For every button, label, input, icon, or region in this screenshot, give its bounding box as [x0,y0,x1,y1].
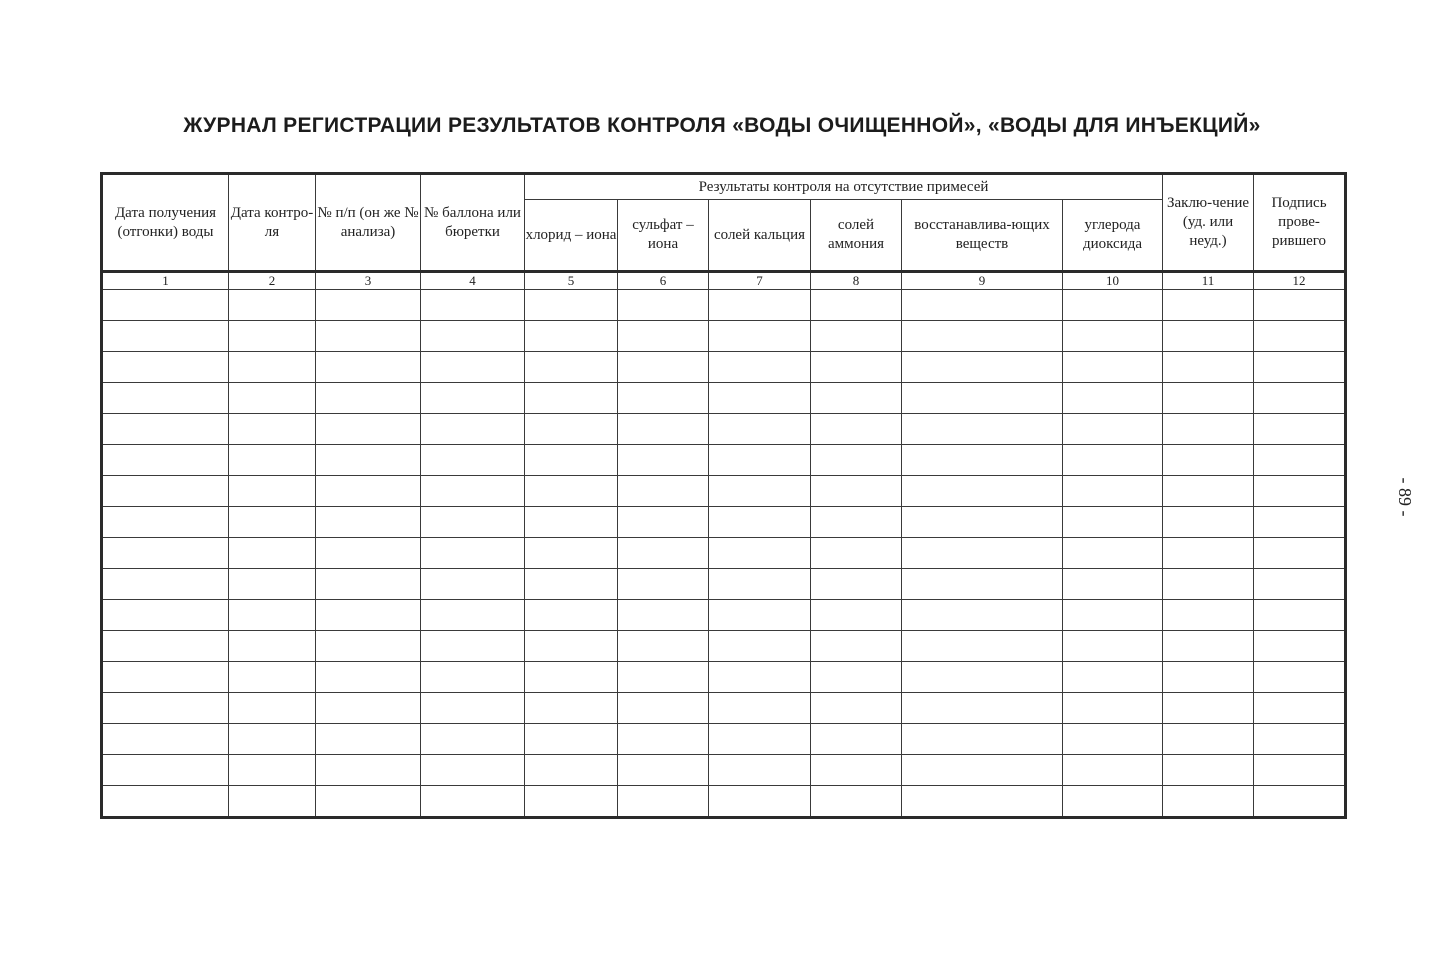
header-reducing-substances: восстанавлива-ющих веществ [902,200,1063,272]
table-cell [316,538,421,569]
table-cell [525,724,618,755]
table-cell [229,383,316,414]
table-cell [421,569,525,600]
table-cell [1063,600,1163,631]
table-cell [229,693,316,724]
table-cell [1254,414,1346,445]
table-cell [1254,383,1346,414]
table-cell [1254,569,1346,600]
table-cell [618,569,709,600]
table-cell [709,662,811,693]
table-cell [102,507,229,538]
table-cell [1254,445,1346,476]
journal-title: ЖУРНАЛ РЕГИСТРАЦИИ РЕЗУЛЬТАТОВ КОНТРОЛЯ «ВОДЫ ОЧИЩЕННОЙ», «ВОДЫ ДЛЯ ИНЪЕКЦИЙ» [183,114,1261,137]
table-cell [229,631,316,662]
table-row [102,507,1346,538]
table-cell [525,538,618,569]
table-cell [811,445,902,476]
table-cell [1163,786,1254,818]
column-number: 9 [902,272,1063,290]
table-cell [421,600,525,631]
table-cell [102,321,229,352]
table-cell [1063,755,1163,786]
table-cell [1163,352,1254,383]
table-cell [1254,693,1346,724]
table-cell [1063,693,1163,724]
column-number: 4 [421,272,525,290]
table-cell [709,507,811,538]
table-cell [811,600,902,631]
header-ammonium-salts: солей аммония [811,200,902,272]
table-cell [316,445,421,476]
header-analysis-number: № п/п (он же № анализа) [316,174,421,272]
table-cell [1254,321,1346,352]
table-cell [902,476,1063,507]
table-cell [618,290,709,321]
table-row [102,786,1346,818]
table-cell [902,600,1063,631]
table-row [102,445,1346,476]
table-cell [618,445,709,476]
table-cell [902,755,1063,786]
table-cell [1063,321,1163,352]
table-cell [316,507,421,538]
table-cell [525,569,618,600]
table-cell [229,321,316,352]
table-cell [1163,662,1254,693]
table-row [102,290,1346,321]
table-cell [902,786,1063,818]
table-cell [618,507,709,538]
table-row [102,724,1346,755]
table-cell [1254,600,1346,631]
table-cell [709,724,811,755]
table-cell [316,569,421,600]
table-cell [811,476,902,507]
table-cell [102,476,229,507]
table-cell [316,290,421,321]
table-cell [1163,724,1254,755]
column-number: 7 [709,272,811,290]
table-cell [811,755,902,786]
table-cell [902,383,1063,414]
table-row [102,321,1346,352]
table-cell [1254,755,1346,786]
table-cell [1254,662,1346,693]
table-cell [618,383,709,414]
table-cell [902,631,1063,662]
header-calcium-salts: солей кальция [709,200,811,272]
table-cell [709,786,811,818]
table-cell [1163,631,1254,662]
table-cell [229,414,316,445]
table-cell [525,662,618,693]
table-cell [421,662,525,693]
header-sulfate-ion: сульфат – иона [618,200,709,272]
header-conclusion: Заклю-чение (уд. или неуд.) [1163,174,1254,272]
table-cell [811,662,902,693]
table-cell [229,600,316,631]
table-cell [1254,290,1346,321]
table-cell [102,724,229,755]
table-cell [618,693,709,724]
table-cell [102,600,229,631]
header-carbon-dioxide: углерода диоксида [1063,200,1163,272]
table-row [102,693,1346,724]
table-cell [902,693,1063,724]
table-cell [102,445,229,476]
table-cell [709,290,811,321]
table-row [102,755,1346,786]
table-cell [421,321,525,352]
table-cell [229,290,316,321]
table-cell [102,383,229,414]
table-cell [1163,414,1254,445]
column-number: 2 [229,272,316,290]
table-cell [102,290,229,321]
table-cell [1163,383,1254,414]
table-cell [316,476,421,507]
table-cell [618,538,709,569]
table-cell [1163,321,1254,352]
table-cell [1163,600,1254,631]
table-cell [421,290,525,321]
table-cell [811,693,902,724]
table-cell [902,507,1063,538]
table-row [102,662,1346,693]
table-cell [1163,538,1254,569]
table-row [102,414,1346,445]
column-number: 8 [811,272,902,290]
table-cell [1254,538,1346,569]
table-cell [811,786,902,818]
table-cell [316,786,421,818]
table-cell [811,724,902,755]
table-cell [525,290,618,321]
table-cell [525,383,618,414]
table-cell [1063,383,1163,414]
column-number: 5 [525,272,618,290]
table-row [102,538,1346,569]
table-cell [102,414,229,445]
table-cell [1063,786,1163,818]
table-cell [525,507,618,538]
table-cell [316,755,421,786]
table-cell [525,321,618,352]
table-cell [1254,476,1346,507]
header-signature: Подпись прове-рившего [1254,174,1346,272]
journal-table [100,172,1347,819]
table-cell [316,724,421,755]
table-cell [1254,786,1346,818]
table-cell [421,693,525,724]
table-cell [316,600,421,631]
table-cell [618,631,709,662]
table-cell [229,786,316,818]
table-cell [421,507,525,538]
table-cell [525,445,618,476]
table-cell [525,414,618,445]
table-cell [811,631,902,662]
table-cell [1063,352,1163,383]
table-cell [1063,724,1163,755]
table-cell [618,600,709,631]
table-cell [316,321,421,352]
column-number: 10 [1063,272,1163,290]
table-cell [709,352,811,383]
table-cell [1063,507,1163,538]
table-cell [709,414,811,445]
column-number-row [102,272,1346,290]
table-cell [1163,755,1254,786]
table-cell [618,786,709,818]
table-cell [316,352,421,383]
table-cell [1163,569,1254,600]
table-cell [102,569,229,600]
table-cell [421,755,525,786]
table-cell [709,476,811,507]
table-cell [709,631,811,662]
table-cell [618,755,709,786]
table-cell [102,662,229,693]
table-cell [902,321,1063,352]
table-row [102,476,1346,507]
table-cell [1163,290,1254,321]
table-cell [618,321,709,352]
table-cell [811,538,902,569]
table-cell [902,569,1063,600]
table-cell [811,290,902,321]
table-cell [1254,507,1346,538]
table-cell [102,693,229,724]
table-cell [229,569,316,600]
table-cell [902,724,1063,755]
table-cell [902,662,1063,693]
table-cell [618,476,709,507]
table-cell [709,755,811,786]
table-cell [525,693,618,724]
table-cell [902,414,1063,445]
table-cell [229,352,316,383]
table-cell [1063,445,1163,476]
table-cell [709,569,811,600]
table-cell [525,786,618,818]
table-cell [229,507,316,538]
table-cell [316,662,421,693]
table-cell [1063,631,1163,662]
table-cell [421,538,525,569]
table-cell [618,352,709,383]
table-cell [421,414,525,445]
table-cell [1254,631,1346,662]
column-number: 12 [1254,272,1346,290]
table-cell [1063,538,1163,569]
table-cell [1063,476,1163,507]
table-cell [709,538,811,569]
table-cell [1063,569,1163,600]
table-cell [618,724,709,755]
table-cell [421,445,525,476]
table-cell [316,631,421,662]
table-row [102,600,1346,631]
table-row [102,383,1346,414]
table-row [102,569,1346,600]
table-cell [102,755,229,786]
page-number: - 89 - [1395,477,1416,517]
table-cell [229,724,316,755]
header-control-results: Результаты контроля на отсутствие примесей [525,174,1163,200]
table-cell [709,445,811,476]
table-row [102,631,1346,662]
table-row [102,352,1346,383]
table-cell [811,414,902,445]
table-cell [709,321,811,352]
table-cell [1163,693,1254,724]
table-cell [421,476,525,507]
table-cell [229,445,316,476]
header-date-received: Дата получения (отгонки) воды [102,174,229,272]
table-cell [1063,414,1163,445]
table-cell [102,786,229,818]
table-cell [316,414,421,445]
table-cell [811,507,902,538]
table-cell [1163,476,1254,507]
table-cell [1254,352,1346,383]
table-cell [421,724,525,755]
table-cell [102,631,229,662]
table-cell [1163,445,1254,476]
table-cell [811,321,902,352]
table-cell [811,569,902,600]
table-cell [316,693,421,724]
header-date-control: Дата контро-ля [229,174,316,272]
table-cell [229,476,316,507]
table-cell [902,538,1063,569]
table-cell [525,600,618,631]
header-chloride-ion: хлорид – иона [525,200,618,272]
table-cell [902,352,1063,383]
table-cell [811,383,902,414]
table-cell [421,631,525,662]
table-cell [525,476,618,507]
table-cell [525,755,618,786]
table-cell [229,755,316,786]
header-cylinder-number: № баллона или бюретки [421,174,525,272]
table-cell [618,662,709,693]
table-cell [525,631,618,662]
table-cell [709,383,811,414]
column-number: 6 [618,272,709,290]
table-cell [421,786,525,818]
table-cell [229,538,316,569]
table-cell [421,383,525,414]
table-cell [902,290,1063,321]
table-cell [525,352,618,383]
column-number: 3 [316,272,421,290]
table-cell [902,445,1063,476]
table-cell [1063,662,1163,693]
table-cell [102,352,229,383]
table-cell [618,414,709,445]
table-cell [709,693,811,724]
table-cell [1254,724,1346,755]
table-cell [102,538,229,569]
table-cell [421,352,525,383]
table-cell [316,383,421,414]
table-cell [709,600,811,631]
table-cell [229,662,316,693]
table-cell [1163,507,1254,538]
column-number: 11 [1163,272,1254,290]
table-cell [1063,290,1163,321]
table-cell [811,352,902,383]
column-number: 1 [102,272,229,290]
